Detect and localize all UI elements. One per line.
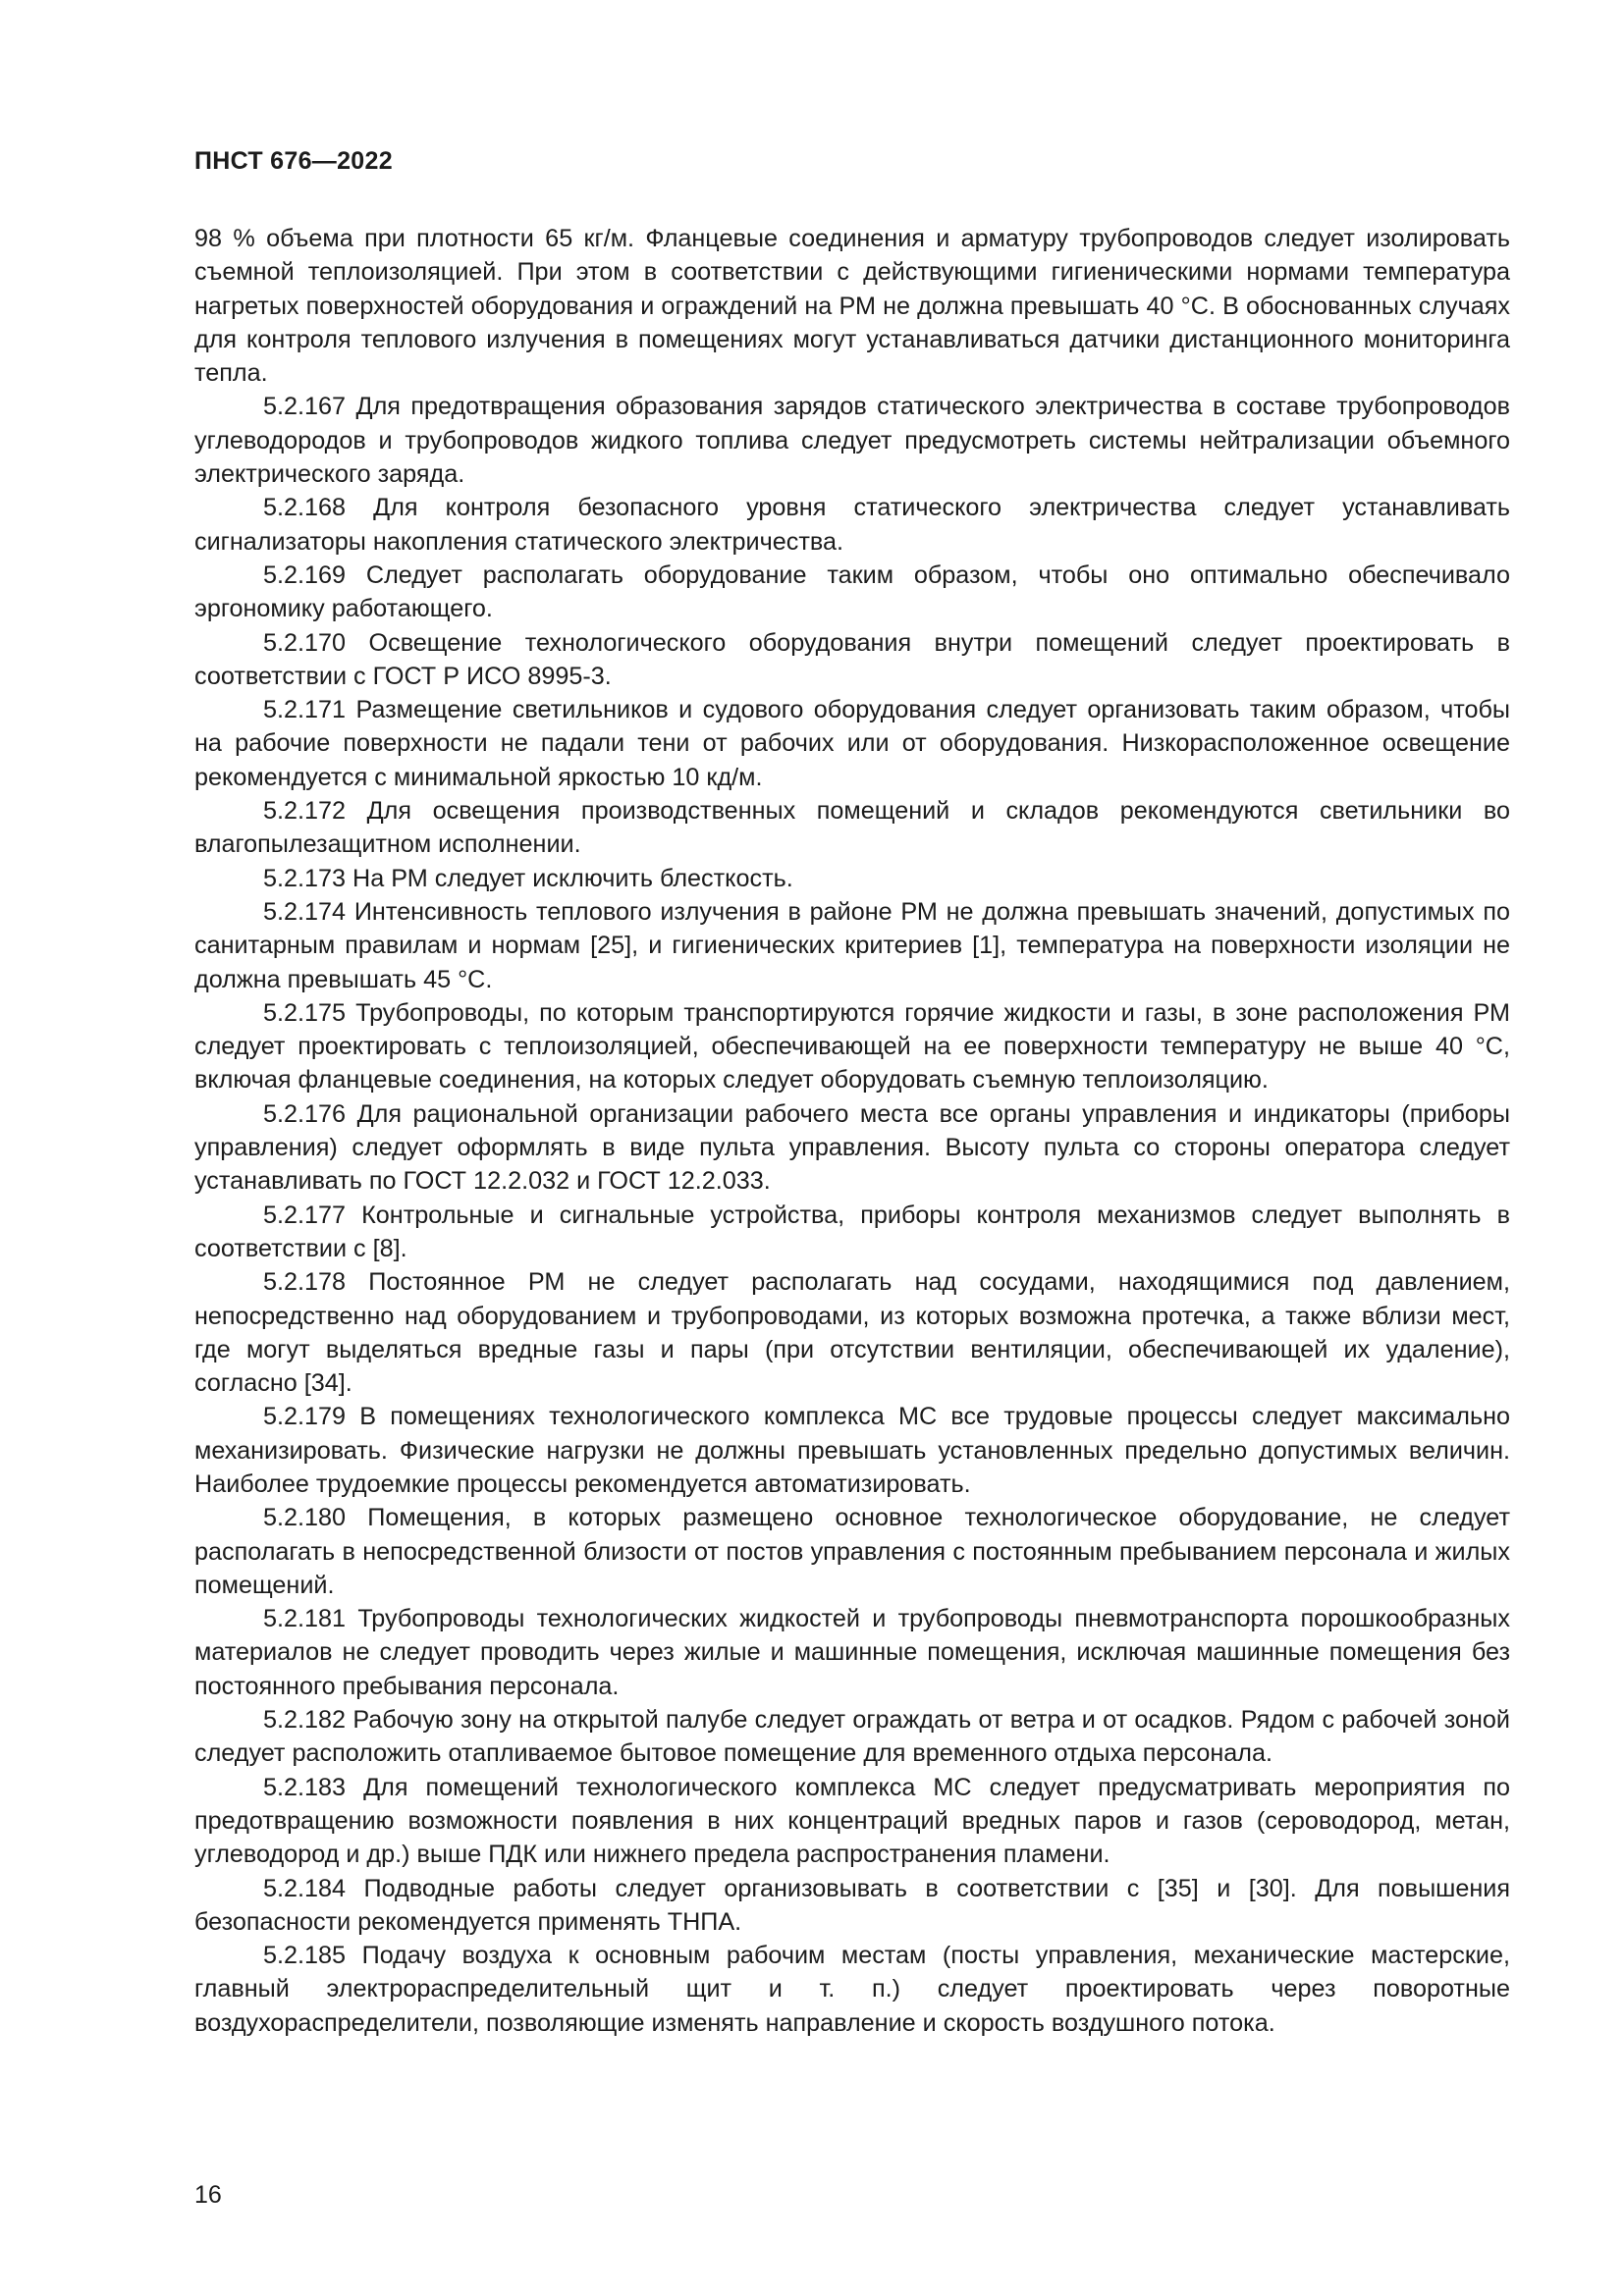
clause-number: 5.2.183: [263, 1773, 347, 1801]
clause-number: 5.2.175: [263, 998, 347, 1027]
document-body: [194, 222, 1510, 2040]
clause-number: 5.2.179: [263, 1403, 347, 1431]
paragraph-5-2-169: [194, 559, 1510, 626]
paragraph-text: Подводные работы следует организовывать в соответствии с [35] и [30]. Для повышения безопасности рекомендуется применять ТНПА.: [194, 1874, 1511, 1936]
paragraph-5-2-170: [194, 626, 1510, 694]
clause-number: 5.2.169: [263, 561, 347, 589]
paragraph-text: На РМ следует исключить блесткость.: [352, 864, 793, 892]
clause-number: 5.2.173: [263, 864, 347, 892]
paragraph-continuation: [194, 222, 1510, 390]
paragraph-text: В помещениях технологического комплекса МС все трудовые процессы следует максимально механизировать. Физические нагрузки не должны превышать установленных предельно допустимых величин. Наиболее трудоемкие процессы рекомендуется автоматизировать.: [194, 1403, 1511, 1498]
paragraph-5-2-172: [194, 794, 1510, 862]
paragraph-text: Помещения, в которых размещено основное технологическое оборудование, не следует располагать в непосредственной близости от постов управления с постоянным пребыванием персонала и жилых помещений.: [194, 1504, 1510, 1599]
paragraph-text: 98 % объема при плотности 65 кг/м. Фланцевые соединения и арматуру трубопроводов следует изолировать съемной теплоизоляцией. При этом в соответствии с действующими гигиеническими нормами температура нагретых поверхностей оборудования и ограждений на РМ не должна превышать 40 °С. В обоснованных случаях для контроля теплового излучения в помещениях могут устанавливаться датчики дистанционного мониторинга тепла.: [194, 225, 1510, 388]
paragraph-5-2-168: [194, 491, 1510, 559]
clause-number: 5.2.185: [263, 1942, 347, 1970]
document-code-header: ПНСТ 676—2022: [194, 147, 393, 175]
paragraph-text: Следует располагать оборудование таким образом, чтобы оно оптимально обеспечивало эргономику работающего.: [194, 561, 1510, 623]
clause-number: 5.2.180: [263, 1504, 347, 1532]
paragraph-text: Для контроля безопасного уровня статического электричества следует устанавливать сигнализаторы накопления статического электричества.: [194, 494, 1510, 556]
paragraph-text: Для рациональной организации рабочего места все органы управления и индикаторы (приборы управления) следует оформлять в виде пульта управления. Высоту пульта со стороны оператора следует устанавливать по ГОСТ 12.2.032 и ГОСТ 12.2.033.: [194, 1099, 1510, 1196]
paragraph-text: Трубопроводы технологических жидкостей и трубопроводы пневмотранспорта порошкообразных материалов не следует проводить через жилые и машинные помещения, исключая машинные помещения без постоянного пребывания персонала.: [194, 1605, 1511, 1700]
page-number: 16: [194, 2181, 222, 2209]
paragraph-5-2-175: [194, 996, 1510, 1097]
paragraph-5-2-176: [194, 1097, 1510, 1199]
paragraph-text: Для помещений технологического комплекса МС следует предусматривать мероприятия по предотвращению возможности появления в них концентраций вредных паров и газов (сероводород, метан, углеводород и др.) выше ПДК или нижнего предела распространения пламени.: [194, 1773, 1510, 1869]
paragraph-5-2-185: [194, 1939, 1510, 2040]
clause-number: 5.2.177: [263, 1201, 347, 1229]
clause-number: 5.2.172: [263, 797, 347, 826]
paragraph-5-2-183: [194, 1771, 1510, 1872]
paragraph-5-2-173: [194, 862, 1510, 895]
paragraph-5-2-167: [194, 390, 1510, 491]
clause-number: 5.2.182: [263, 1706, 347, 1735]
clause-number: 5.2.181: [263, 1605, 347, 1633]
clause-number: 5.2.168: [263, 494, 347, 522]
paragraph-text: Трубопроводы, по которым транспортируются горячие жидкости и газы, в зоне расположения РМ следует проектировать с теплоизоляцией, обеспечивающей на ее поверхности температуру не выше 40 °С, включая фланцевые соединения, на которых следует оборудовать съемную теплоизоляцию.: [194, 998, 1511, 1095]
clause-number: 5.2.174: [263, 897, 347, 926]
paragraph-5-2-182: [194, 1703, 1510, 1771]
clause-number: 5.2.176: [263, 1099, 347, 1128]
paragraph-5-2-177: [194, 1199, 1510, 1266]
paragraph-text: Для освещения производственных помещений и складов рекомендуются светильники во влагопылезащитном исполнении.: [194, 797, 1510, 859]
paragraph-text: Освещение технологического оборудования внутри помещений следует проектировать в соответствии с ГОСТ Р ИСО 8995-3.: [194, 628, 1511, 690]
paragraph-text: Рабочую зону на открытой палубе следует ограждать от ветра и от осадков. Рядом с рабочей зоной следует расположить отапливаемое бытовое помещение для временного отдыха персонала.: [194, 1706, 1510, 1768]
paragraph-text: Интенсивность теплового излучения в районе РМ не должна превышать значений, допустимых по санитарным правилам и нормам [25], и гигиенических критериев [1], температура на поверхности изоляции не должна превышать 45 °С.: [194, 897, 1511, 993]
paragraph-text: Для предотвращения образования зарядов статического электричества в составе трубопроводов углеводородов и трубопроводов жидкого топлива следует предусмотреть системы нейтрализации объемного электрического заряда.: [194, 393, 1511, 489]
clause-number: 5.2.167: [263, 393, 347, 421]
paragraph-5-2-178: [194, 1265, 1510, 1400]
paragraph-text: Контрольные и сигнальные устройства, приборы контроля механизмов следует выполнять в соответствии с [8].: [194, 1201, 1510, 1262]
paragraph-5-2-184: [194, 1872, 1510, 1940]
paragraph-5-2-174: [194, 895, 1510, 996]
clause-number: 5.2.171: [263, 696, 347, 724]
paragraph-5-2-171: [194, 693, 1510, 794]
clause-number: 5.2.184: [263, 1874, 347, 1902]
clause-number: 5.2.178: [263, 1268, 347, 1297]
paragraph-text: Подачу воздуха к основным рабочим местам (посты управления, механические мастерские, главный электрораспределительный щит и т. п.) следует проектировать через поворотные воздухораспределители, позволяющие изменять направление и скорость воздушного потока.: [194, 1942, 1510, 2037]
paragraph-text: Постоянное РМ не следует располагать над сосудами, находящимися под давлением, непосредственно над оборудованием и трубопроводами, из которых возможна протечка, а также вблизи мест, где могут выделяться вредные газы и пары (при отсутствии вентиляции, обеспечивающей их удаление), согласно [34].: [194, 1268, 1510, 1398]
paragraph-5-2-179: [194, 1400, 1510, 1501]
paragraph-5-2-181: [194, 1602, 1510, 1703]
paragraph-5-2-180: [194, 1501, 1510, 1602]
clause-number: 5.2.170: [263, 628, 347, 657]
paragraph-text: Размещение светильников и судового оборудования следует организовать таким образом, чтобы на рабочие поверхности не падали тени от рабочих или от оборудования. Низкорасположенное освещение рекомендуется с минимальной яркостью 10 кд/м.: [194, 696, 1510, 791]
